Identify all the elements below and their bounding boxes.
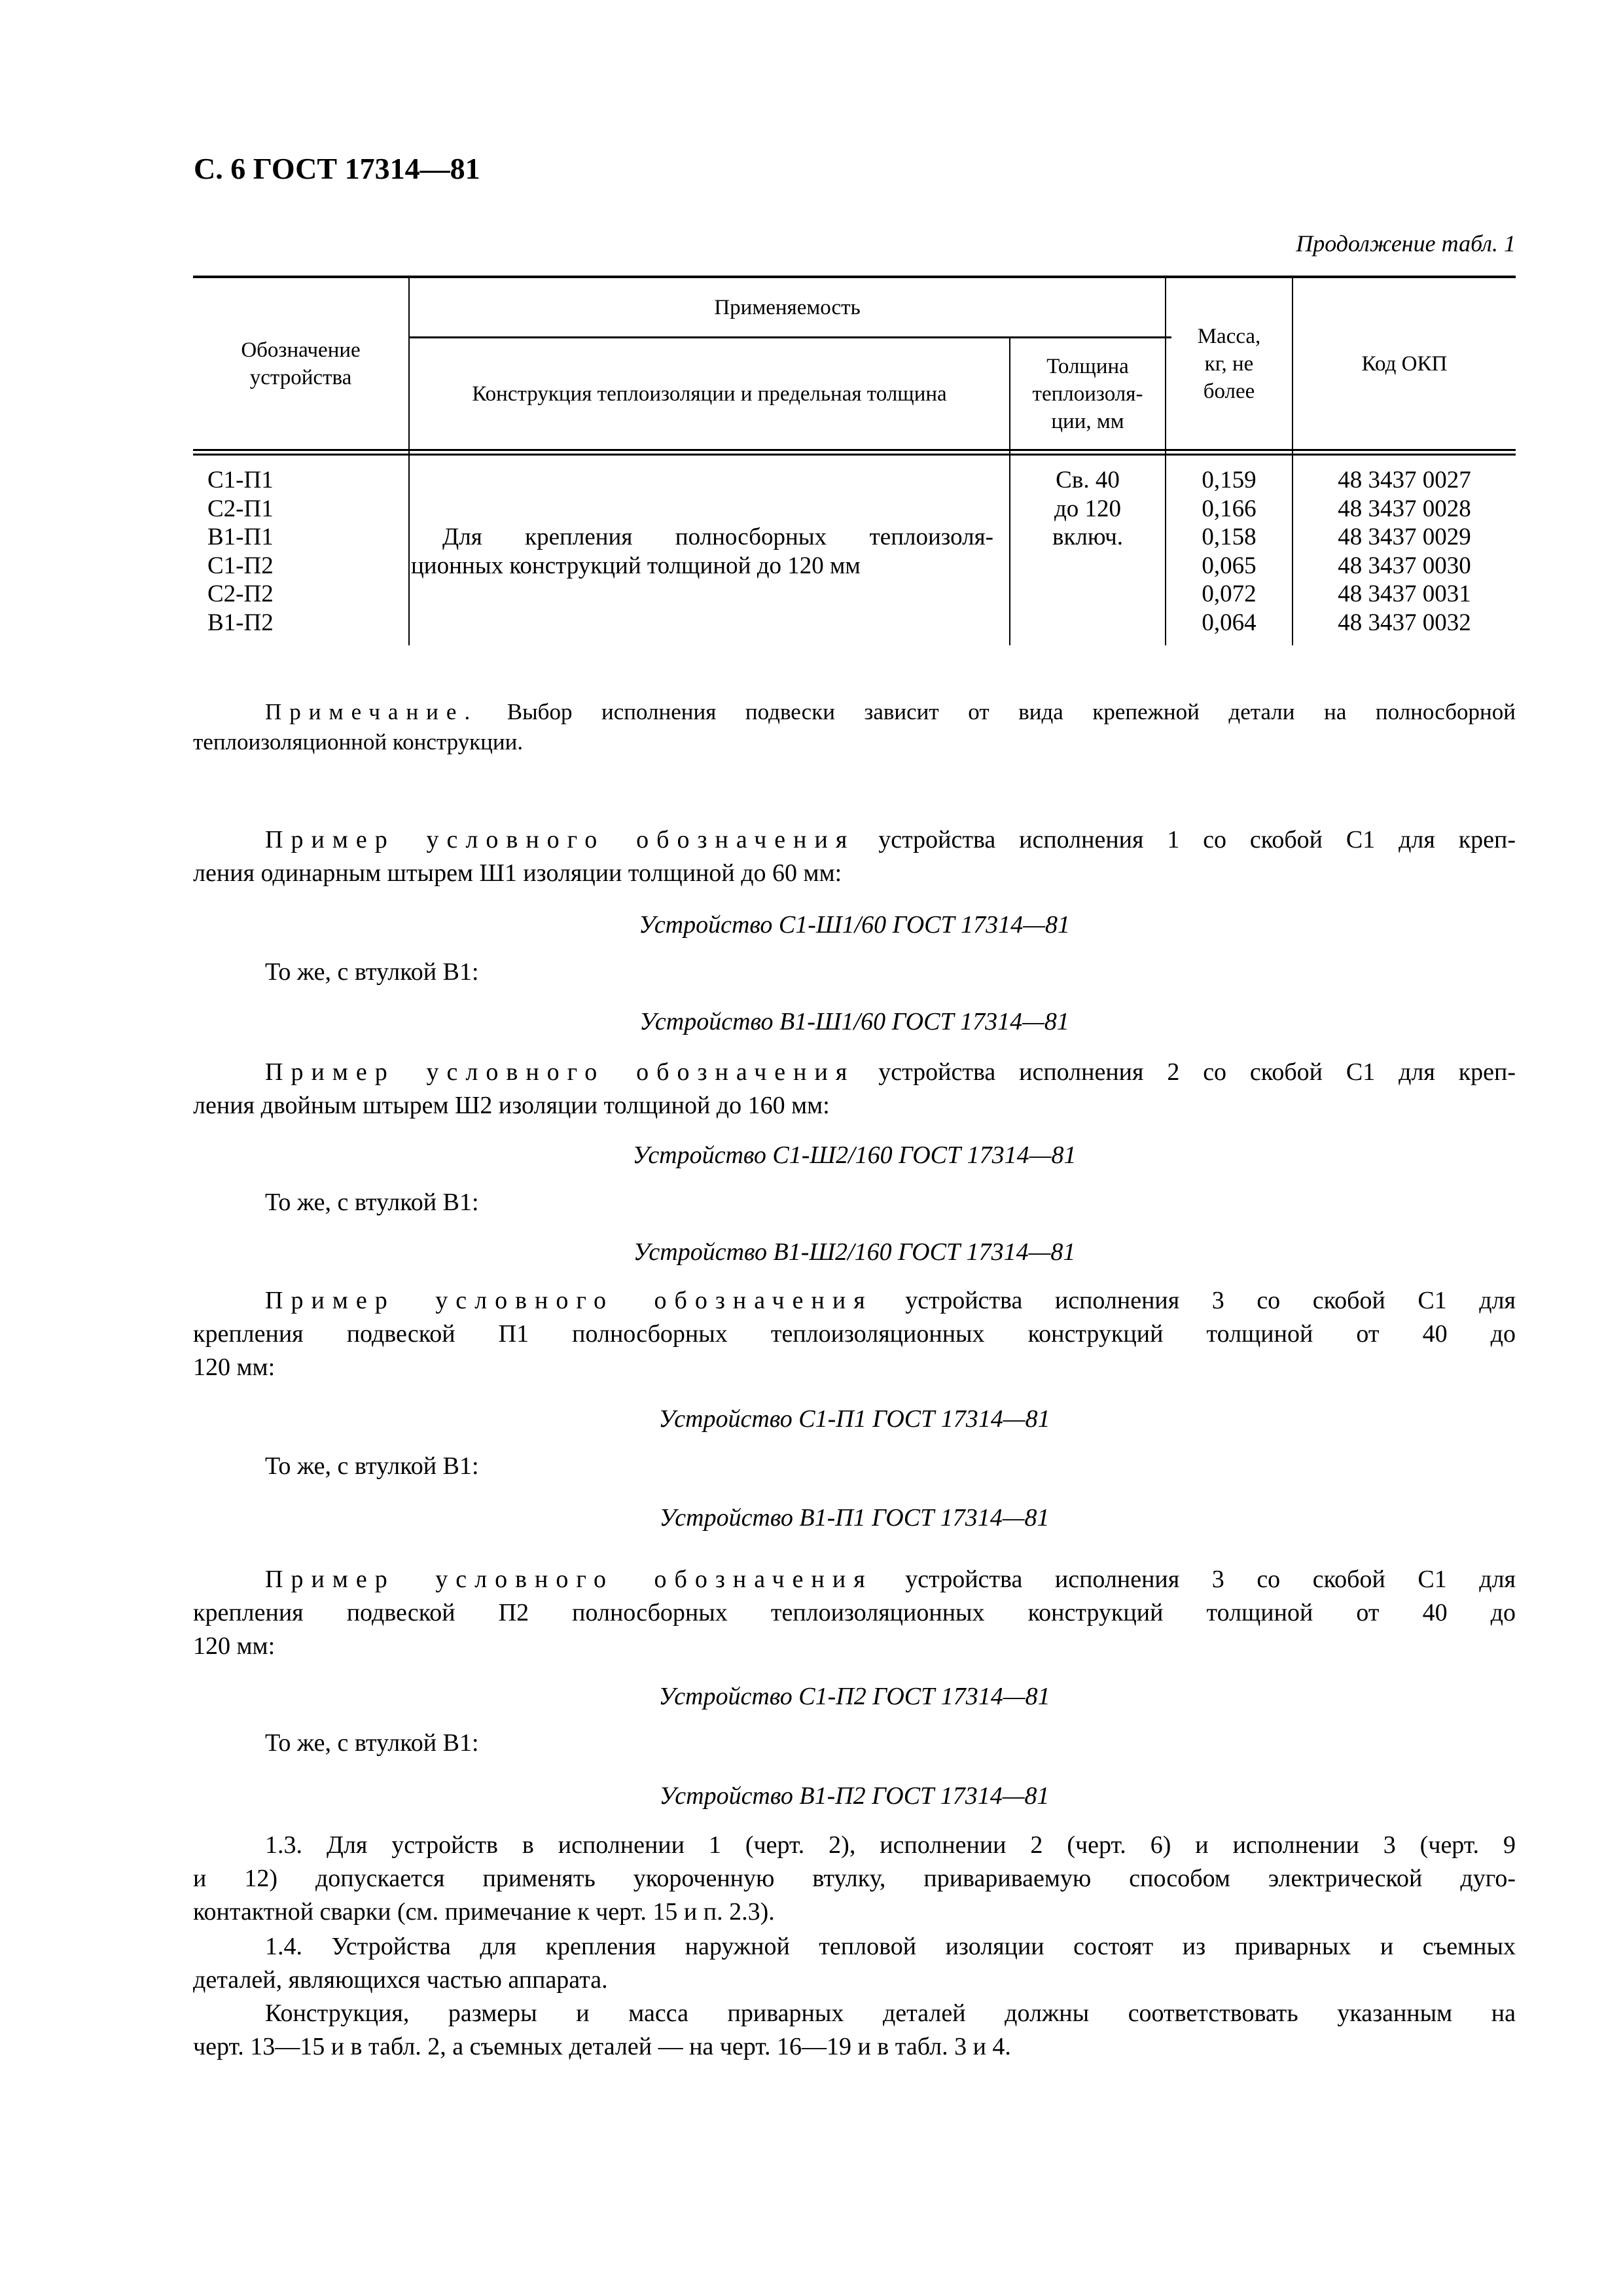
header-mass <box>1166 278 1292 449</box>
table-1-continuation <box>193 276 1516 645</box>
thickness-text-line1: Св. 40 <box>1056 467 1120 493</box>
note-label: Примечание. <box>265 699 478 725</box>
example-1-same-label: То же, с втулкой В1: <box>265 958 479 986</box>
header-thickness <box>1010 338 1165 449</box>
table-row-designation: С2-П2 <box>207 581 274 608</box>
clause-1-3-line3: контактной сварки (см. примечание к черт. 15 и п. 2.3). <box>193 1898 775 1926</box>
example-4-line1 <box>193 1563 1516 1596</box>
example-4-text-3: 120 мм: <box>193 1632 276 1660</box>
header-bottom-rule-2 <box>193 454 1516 456</box>
example-2-text-2: ления двойным штырем Ш2 изоляции толщиной до 160 мм: <box>193 1092 830 1119</box>
example-4-label: Пример условного обозначения <box>265 1566 873 1593</box>
page-title: С. 6 ГОСТ 17314—81 <box>194 152 480 185</box>
example-4-text-1: устройства исполнения 3 со скобой С1 для <box>905 1566 1516 1593</box>
header-thickness-line2: теплоизоля- <box>1032 382 1143 406</box>
example-3-line1 <box>193 1284 1516 1318</box>
example-2-same-label: То же, с втулкой В1: <box>265 1189 479 1216</box>
table-row-mass: 0,159 <box>1202 467 1257 493</box>
example-2-label: Пример условного обозначения <box>265 1058 855 1086</box>
header-designation <box>193 278 408 449</box>
example-1-label: Пример условного обозначения <box>265 826 855 853</box>
header-applicability: Применяемость <box>714 295 861 319</box>
example-3-label: Пример условного обозначения <box>265 1287 873 1314</box>
table-continuation-label: Продолжение табл. 1 <box>1296 230 1516 257</box>
clause-1-3-line1: 1.3. Для устройств в исполнении 1 (черт. 2), исполнении 2 (черт. 6) и исполнении 3 (черт. 9 <box>265 1831 1516 1859</box>
clause-1-4-line1: 1.4. Устройства для крепления наружной тепловой изоляции состоят из приварных и съемных <box>265 1933 1516 1960</box>
table-row-okp: 48 3437 0030 <box>1338 552 1471 579</box>
table-row-designation: В1-П1 <box>207 524 274 551</box>
header-mass-line3: более <box>1203 379 1255 403</box>
table-row-mass: 0,064 <box>1202 609 1257 636</box>
example-3-designation: Устройство С1-П1 ГОСТ 17314—81 <box>658 1405 1050 1433</box>
clause-1-3 <box>193 1829 1516 1929</box>
table-note <box>193 697 1516 757</box>
example-4-same-label: То же, с втулкой В1: <box>265 1729 479 1757</box>
mass-column <box>1166 466 1292 637</box>
example-1 <box>193 823 1516 890</box>
example-4-text-2: крепления подвеской П2 полносборных теплоизоляционных конструкций толщиной от 40 до <box>193 1599 1516 1626</box>
example-1-designation: Устройство С1-Ш1/60 ГОСТ 17314—81 <box>639 911 1070 939</box>
note-text-1: Выбор исполнения подвески зависит от вида крепежной детали на полносборной <box>507 699 1516 725</box>
thickness-text-line3: включ. <box>1052 524 1123 551</box>
table-row-okp: 48 3437 0029 <box>1338 524 1471 551</box>
header-thickness-line3: ции, мм <box>1051 409 1124 433</box>
clause-1-3-line2: и 12) допускается применять укороченную втулку, привариваемую способом электрической дуго- <box>193 1865 1516 1892</box>
example-1-alt-designation: Устройство В1-Ш1/60 ГОСТ 17314—81 <box>639 1008 1069 1035</box>
example-3 <box>193 1284 1516 1384</box>
example-3-same-label: То же, с втулкой В1: <box>265 1452 479 1480</box>
example-1-text-1: устройства исполнения 1 со скобой С1 для креп- <box>878 826 1516 853</box>
clause-construction-line2: черт. 13—15 и в табл. 2, а съемных деталей — на черт. 16—19 и в табл. 3 и 4. <box>193 2033 1011 2060</box>
table-row-designation: С2-П1 <box>207 495 274 522</box>
table-row-designation: С1-П1 <box>207 467 274 493</box>
table-row-mass: 0,072 <box>1202 581 1257 608</box>
example-4-alt-designation: Устройство В1-П2 ГОСТ 17314—81 <box>659 1782 1050 1810</box>
example-2 <box>193 1056 1516 1122</box>
example-1-text-2: ления одинарным штырем Ш1 изоляции толщиной до 60 мм: <box>193 859 842 887</box>
header-designation-line1: Обозначение <box>241 338 361 362</box>
table-row-okp: 48 3437 0031 <box>1338 581 1471 608</box>
example-1-line1 <box>193 823 1516 857</box>
header-bottom-rule-1 <box>193 449 1516 451</box>
example-4 <box>193 1563 1516 1663</box>
example-2-alt-designation: Устройство В1-Ш2/160 ГОСТ 17314—81 <box>633 1238 1076 1266</box>
table-row-okp: 48 3437 0028 <box>1338 495 1471 522</box>
example-2-line1 <box>193 1056 1516 1089</box>
header-construction: Конструкция теплоизоляции и предельная толщина <box>472 382 947 406</box>
example-3-text-1: устройства исполнения 3 со скобой С1 для <box>905 1287 1516 1314</box>
clause-1-4-line2: деталей, являющихся частью аппарата. <box>193 1966 608 1994</box>
construction-text <box>411 523 993 580</box>
clause-1-4 <box>193 1930 1516 1997</box>
example-2-designation: Устройство С1-Ш2/160 ГОСТ 17314—81 <box>632 1141 1077 1169</box>
table-row-designation: С1-П2 <box>207 552 274 579</box>
clause-construction <box>193 1997 1516 2064</box>
thickness-text <box>1010 466 1165 552</box>
example-3-text-2: крепления подвеской П1 полносборных теплоизоляционных конструкций толщиной от 40 до <box>193 1320 1516 1348</box>
note-line1 <box>193 697 1516 727</box>
header-thickness-line1: Толщина <box>1046 354 1129 378</box>
construction-text-line1: Для крепления полносборных теплоизоля- <box>442 524 993 550</box>
example-3-text-3: 120 мм: <box>193 1354 276 1381</box>
clause-construction-line1: Конструкция, размеры и масса приварных деталей должны соответствовать указанным на <box>265 2000 1516 2027</box>
construction-text-line2: ционных конструкций толщиной до 120 мм <box>411 552 861 579</box>
header-okp-code: Код ОКП <box>1361 351 1448 376</box>
thickness-text-line2: до 120 <box>1054 495 1122 522</box>
table-row-mass: 0,158 <box>1202 524 1257 551</box>
note-text-2: теплоизоляционной конструкции. <box>193 729 524 755</box>
example-4-designation: Устройство С1-П2 ГОСТ 17314—81 <box>658 1683 1050 1710</box>
designation-column <box>207 466 274 637</box>
okp-column <box>1293 466 1516 637</box>
table-row-okp: 48 3437 0027 <box>1338 467 1471 493</box>
header-mass-line1: Масса, <box>1197 324 1261 348</box>
header-mass-line2: кг, не <box>1204 351 1254 376</box>
example-3-alt-designation: Устройство В1-П1 ГОСТ 17314—81 <box>659 1504 1050 1532</box>
table-row-mass: 0,166 <box>1202 495 1257 522</box>
table-row-mass: 0,065 <box>1202 552 1257 579</box>
example-2-text-1: устройства исполнения 2 со скобой С1 для креп- <box>878 1058 1516 1086</box>
table-row-okp: 48 3437 0032 <box>1338 609 1471 636</box>
table-row-designation: В1-П2 <box>207 609 274 636</box>
header-designation-line2: устройства <box>249 365 352 389</box>
